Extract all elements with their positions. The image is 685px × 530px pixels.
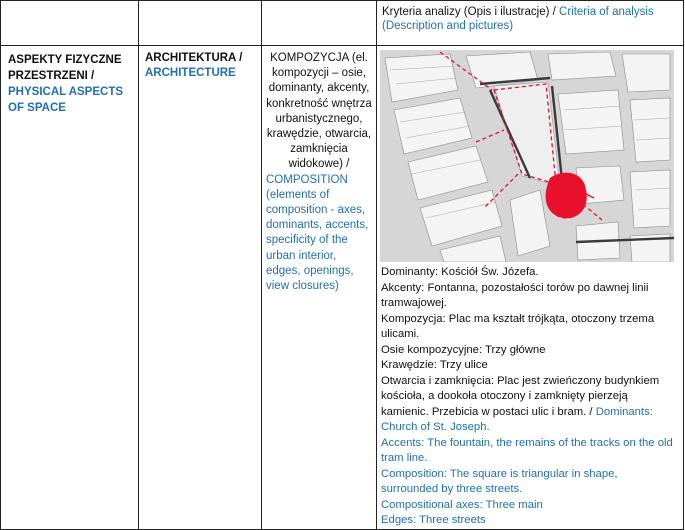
header-cell-empty-3 <box>262 1 377 46</box>
desc-mixed-line <box>381 374 677 436</box>
desc-en-line: Composition: The square is triangular in shape, surrounded by three streets. <box>381 467 618 495</box>
subcategory-cell <box>262 46 377 530</box>
aspect-label-pl: ASPEKTY FIZYCZNE PRZESTRZENI / <box>8 54 122 82</box>
desc-en-line: Compositional axes: Three main <box>381 498 543 511</box>
aspect-label-en: PHYSICAL ASPECTS OF SPACE <box>8 86 124 114</box>
desc-en-line: Accents: The fountain, the remains of the tracks on the old tram line. <box>381 436 673 464</box>
desc-pl-line: Dominanty: Kościół Św. Józefa. <box>381 266 539 278</box>
desc-pl-line: Akcenty: Fontanna, pozostałości torów po dawnej linii tramwajowej. <box>381 281 649 309</box>
criteria-label-pl: Kryteria analizy (Opis i ilustracje) / <box>382 6 556 18</box>
criteria-label-en: Criteria of analysis (Description and pictures) <box>382 6 654 32</box>
header-cell-empty-2 <box>139 1 262 46</box>
desc-pl-line: Kompozycja: Plac ma kształt trójkąta, otoczony trzema ulicami. <box>381 312 655 340</box>
desc-pl-line: Krawędzie: Trzy ulice <box>381 359 488 371</box>
header-criteria-cell <box>377 1 684 46</box>
category-cell <box>139 46 262 530</box>
desc-en-line: Edges: Three streets <box>381 514 486 526</box>
subcategory-label-en: COMPOSITION (elements of composition - axes, dominants, accents, specificity of the urban interior, edges, openings, view closures) <box>266 173 369 293</box>
desc-pl-line: Otwarcia i zamknięcia: Plac jest zwieńczony budynkiem kościoła, a dookoła otoczony i zamknięty pierzeją kamienic. Przebicia w postaci ulic i bram. / <box>381 374 660 418</box>
desc-pl-line: Osie kompozycyjne: Trzy główne <box>381 343 546 356</box>
category-label-en: ARCHITECTURE <box>145 67 236 79</box>
aspect-cell <box>1 46 139 530</box>
site-plan-map <box>380 50 674 262</box>
header-cell-empty-1 <box>1 1 139 46</box>
composition-row <box>1 46 684 530</box>
criteria-description <box>377 265 683 529</box>
subcategory-label-pl: KOMPOZYCJA (el. kompozycji – osie, dominanty, akcenty, konkretność wnętrza urbanistycznego, krawędzie, otwarcia, zamknięcia widokowe) / <box>266 52 372 171</box>
category-label-pl: ARCHITEKTURA / <box>145 52 243 64</box>
desc-en-line: Dominants: Church of St. Joseph. <box>381 405 653 433</box>
criteria-cell <box>377 46 684 530</box>
header-row <box>1 1 684 46</box>
